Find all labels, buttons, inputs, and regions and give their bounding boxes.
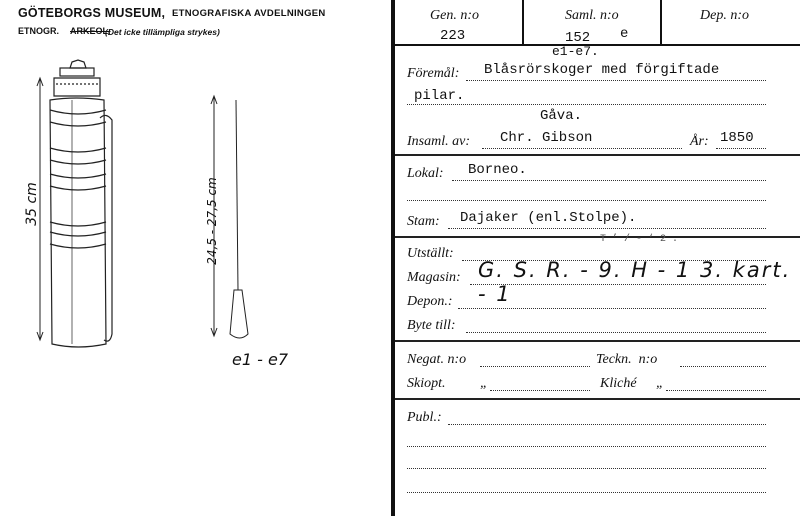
- gava-value: Gåva.: [540, 108, 583, 124]
- lokal-label: Lokal:: [407, 166, 444, 181]
- depon-label: Depon.:: [407, 294, 453, 309]
- strike-note: (Det icke tillämpliga strykes): [105, 27, 220, 37]
- skiopt-ditto: „: [480, 376, 488, 391]
- stam-value: Dajaker (enl.Stolpe).: [460, 210, 637, 226]
- lokal-value: Borneo.: [468, 162, 527, 178]
- section-rule-2: [395, 236, 800, 238]
- dep-label: Dep. n:o: [700, 8, 749, 23]
- lokal-line-2: [407, 200, 766, 201]
- section-rule-3: [395, 340, 800, 342]
- stam-label: Stam:: [407, 214, 440, 229]
- dart-length-label: 24,5 - 27,5 cm: [204, 177, 219, 265]
- kliche-label: Kliché: [600, 376, 637, 391]
- teckn-line: [680, 366, 766, 367]
- quiver-length-label: 35 cm: [23, 182, 40, 226]
- dart-ids-label: e1 - e7: [232, 350, 288, 369]
- skiopt-line: [490, 390, 590, 391]
- teckn-label: Teckn. n:o: [596, 352, 658, 367]
- negat-line: [480, 366, 590, 367]
- kliche-line: [666, 390, 766, 391]
- etnogr-label: ETNOGR.: [18, 26, 60, 36]
- foremal-value-line-2: pilar.: [414, 88, 465, 104]
- department-name: ETNOGRAFISKA AVDELNINGEN: [172, 8, 326, 19]
- magasin-label: Magasin:: [407, 270, 461, 285]
- saml-suffix: e: [620, 26, 629, 42]
- foremal-label: Föremål:: [407, 66, 460, 81]
- section-rule-1: [395, 154, 800, 156]
- magasin-value: G. S. R. - 9. H - 1 3. kart. - 1: [478, 258, 792, 306]
- publ-line-1: [448, 424, 766, 425]
- quiver-drawing: [50, 60, 112, 347]
- utstallt-label: Utställt:: [407, 246, 454, 261]
- ar-line: [716, 148, 766, 149]
- number-row-sep-1: [522, 0, 524, 44]
- publ-line-2: [407, 446, 766, 447]
- lokal-line: [452, 180, 766, 181]
- saml-value: 152: [565, 30, 591, 46]
- publ-label: Publ.:: [407, 410, 442, 425]
- utstallt-note: T ’ / - ‘ 2 .: [600, 234, 679, 245]
- negat-label: Negat. n:o: [407, 352, 467, 367]
- foremal-value-line-1: Blåsrörskoger med förgiftade: [484, 62, 720, 78]
- section-rule-4: [395, 398, 800, 400]
- skiopt-label: Skiopt.: [407, 376, 446, 391]
- range-note: e1-e7.: [552, 44, 599, 59]
- museum-name: GÖTEBORGS MUSEUM,: [18, 6, 166, 20]
- publ-line-3: [407, 468, 766, 469]
- ar-value: 1850: [720, 130, 754, 146]
- object-sketch: [0, 40, 390, 516]
- insaml-line: [482, 148, 682, 149]
- card-divider: [391, 0, 395, 516]
- foremal-line-2: [407, 104, 766, 105]
- saml-label: Saml. n:o: [565, 8, 619, 23]
- byte-label: Byte till:: [407, 318, 456, 333]
- depon-line: [458, 308, 766, 309]
- insaml-label: Insaml. av:: [407, 134, 470, 149]
- publ-line-4: [407, 492, 766, 493]
- gen-label: Gen. n:o: [430, 8, 479, 23]
- kliche-ditto: „: [656, 376, 664, 391]
- number-row-sep-2: [660, 0, 662, 44]
- byte-line: [466, 332, 766, 333]
- foremal-line-1: [466, 80, 766, 81]
- insaml-value: Chr. Gibson: [500, 130, 593, 146]
- arkeol-label: ARKEOL.: [70, 26, 111, 36]
- gen-value: 223: [440, 28, 466, 44]
- ar-label: År:: [690, 134, 709, 149]
- stam-line: [448, 228, 766, 229]
